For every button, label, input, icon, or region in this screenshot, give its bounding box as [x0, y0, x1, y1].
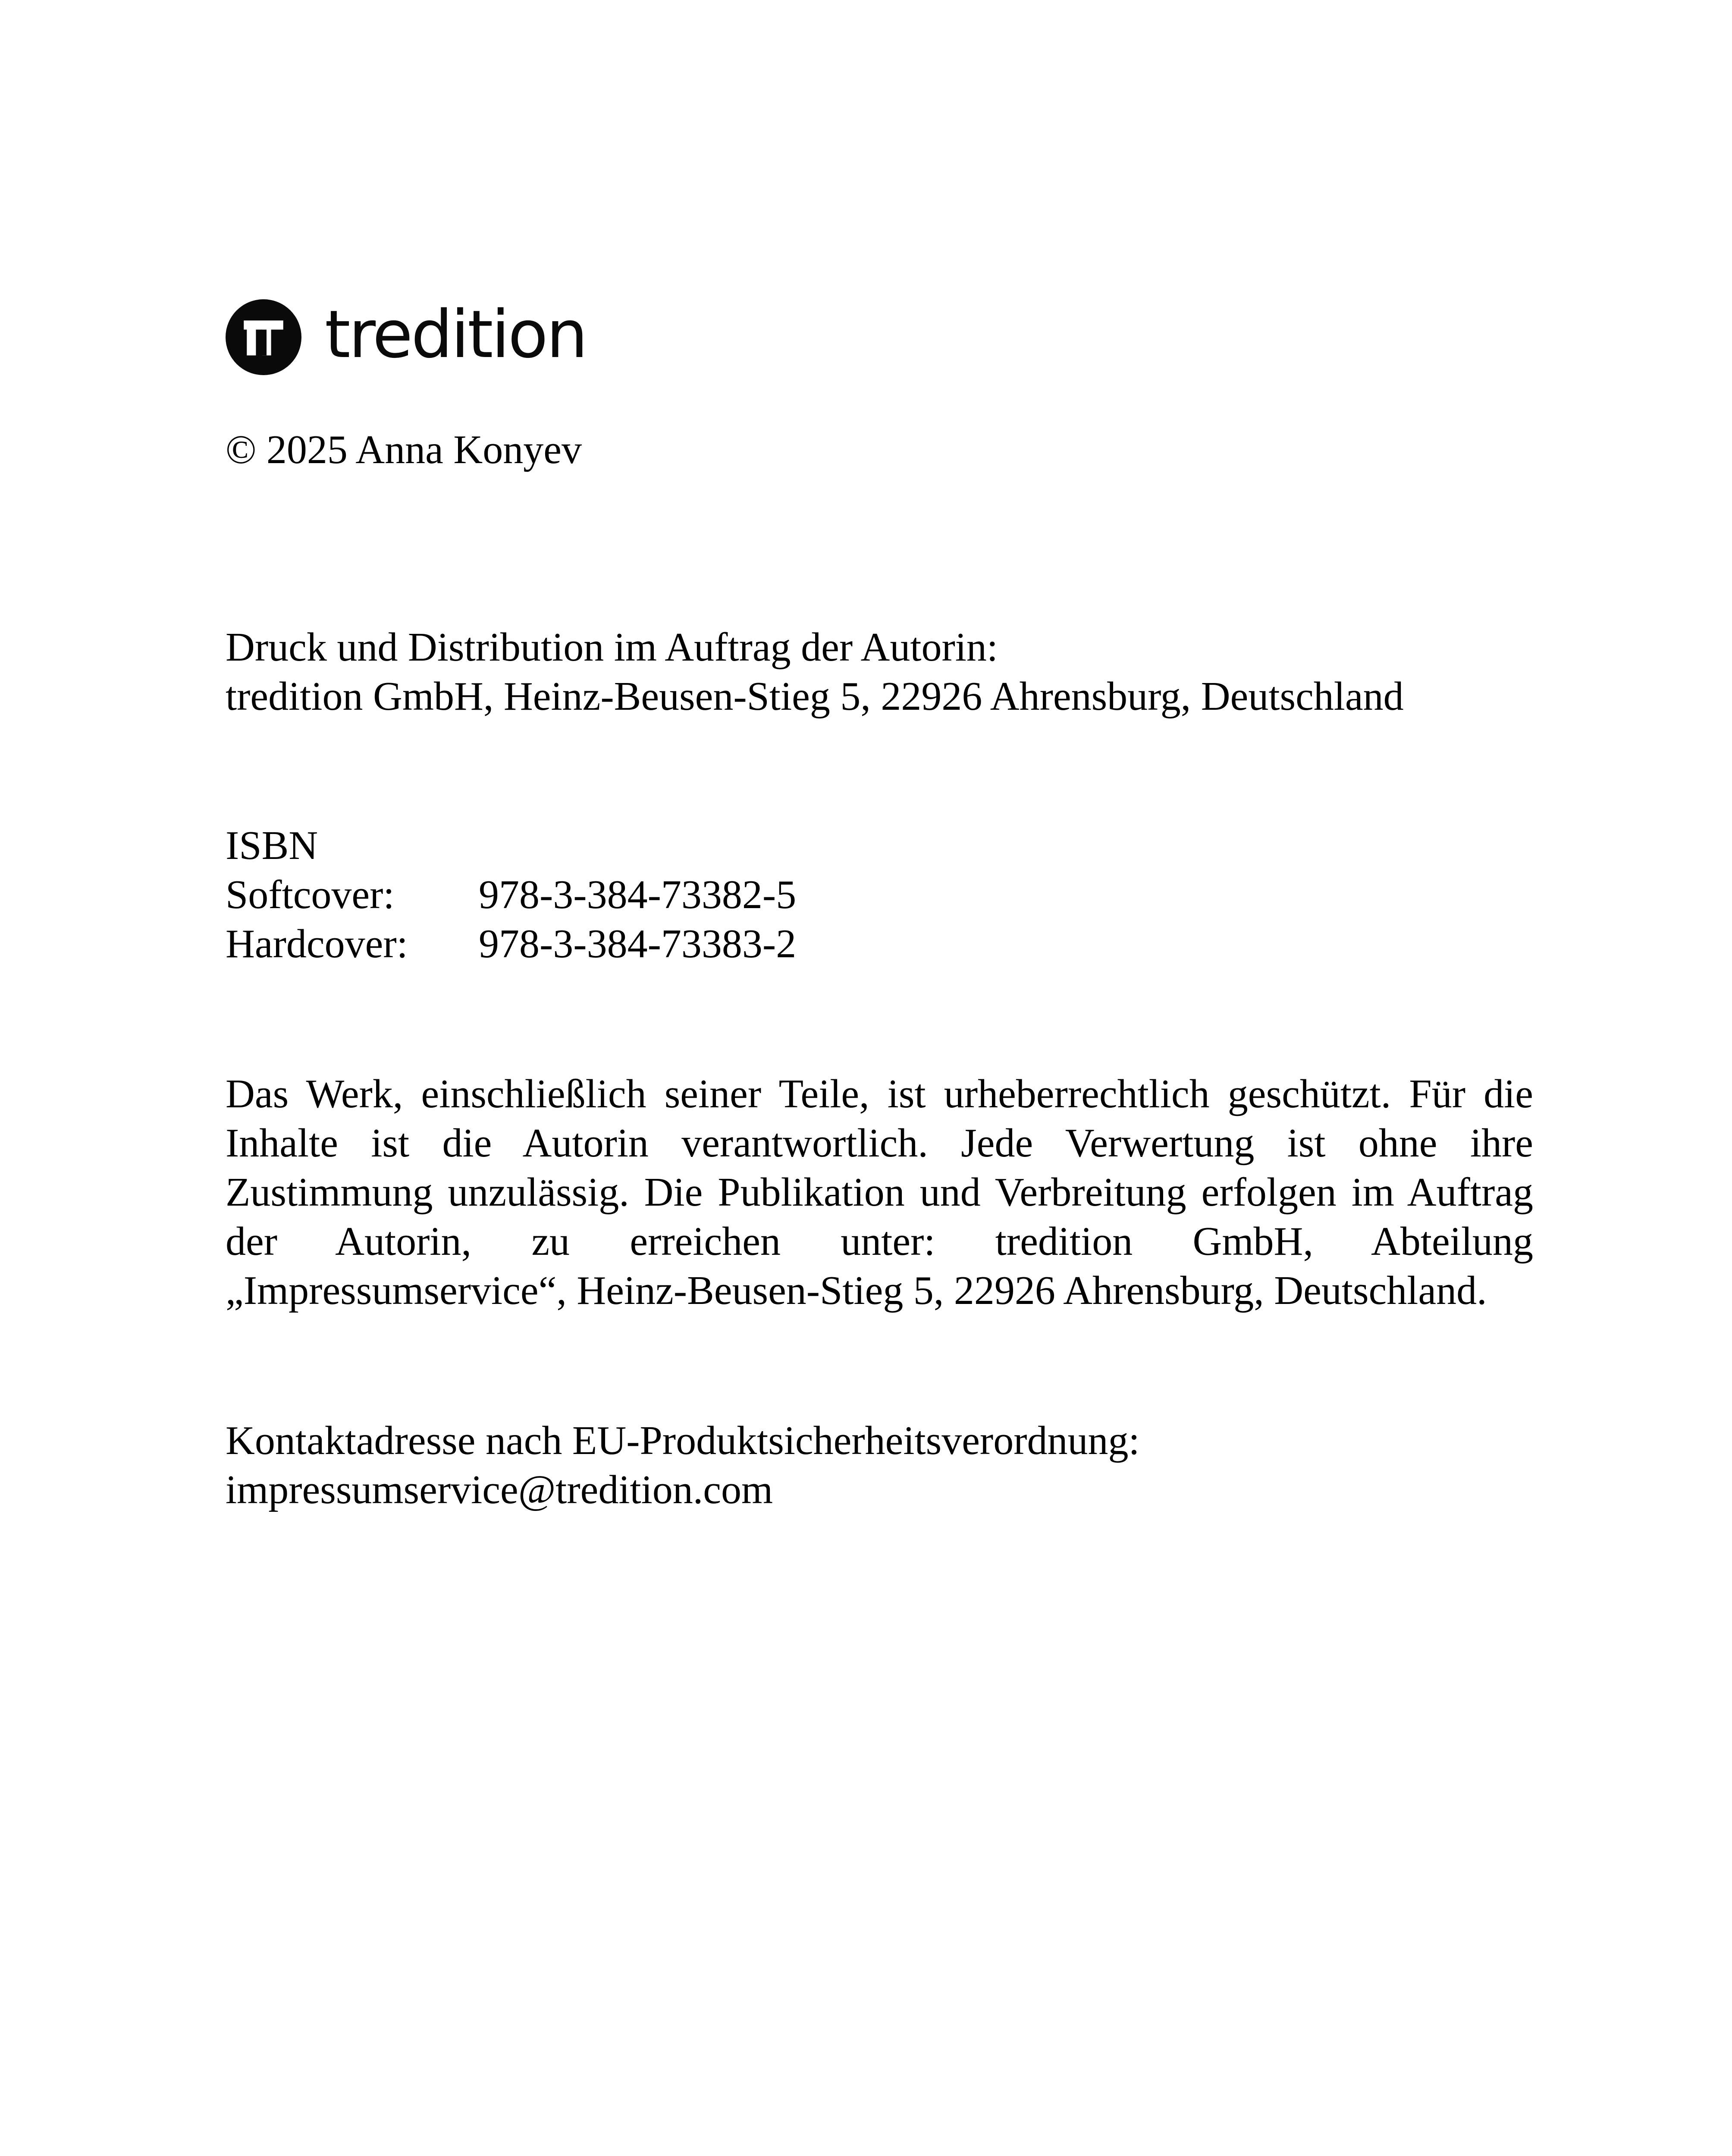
copyright-legal-paragraph: Das Werk, einschließlich seiner Teile, ist urheberrechtlich geschützt. Für die Inhalte ist die Autorin verantwortlich. Jede Verwertung ist ohne ihre Zustimmung unzulässig. Die Publikation und Verbreitung erfolgen im Auftrag der Autorin, zu erreichen unter: tredition GmbH, Abteilung „Impressumservice“, Heinz-Beusen-Stieg 5, 22926 Ahrensburg, Deutschland. [226, 1072, 1533, 1313]
isbn-section [226, 821, 1533, 968]
isbn-label: Softcover: [226, 872, 395, 917]
isbn-value: 978-3-384-73383-2 [479, 921, 797, 966]
isbn-heading: ISBN [226, 823, 318, 868]
isbn-row-softcover [226, 870, 1533, 919]
distribution-line-1: Druck und Distribution im Auftrag der Autorin: [226, 625, 998, 670]
tredition-logo-icon [226, 299, 301, 375]
publisher-logo [226, 298, 586, 376]
isbn-value: 978-3-384-73382-5 [479, 872, 797, 917]
isbn-row-hardcover [226, 919, 1533, 968]
contact-email[interactable]: impressumservice@tredition.com [226, 1467, 773, 1512]
copyright-notice: © 2025 Anna Konyev [226, 427, 582, 472]
distribution-line-2: tredition GmbH, Heinz-Beusen-Stieg 5, 22926 Ahrensburg, Deutschland [226, 674, 1404, 719]
contact-heading: Kontaktadresse nach EU-Produktsicherheitsverordnung: [226, 1418, 1140, 1463]
publisher-wordmark: tredition [325, 296, 587, 373]
isbn-label: Hardcover: [226, 921, 408, 966]
contact-info [226, 1416, 1533, 1514]
distribution-info [226, 623, 1533, 721]
